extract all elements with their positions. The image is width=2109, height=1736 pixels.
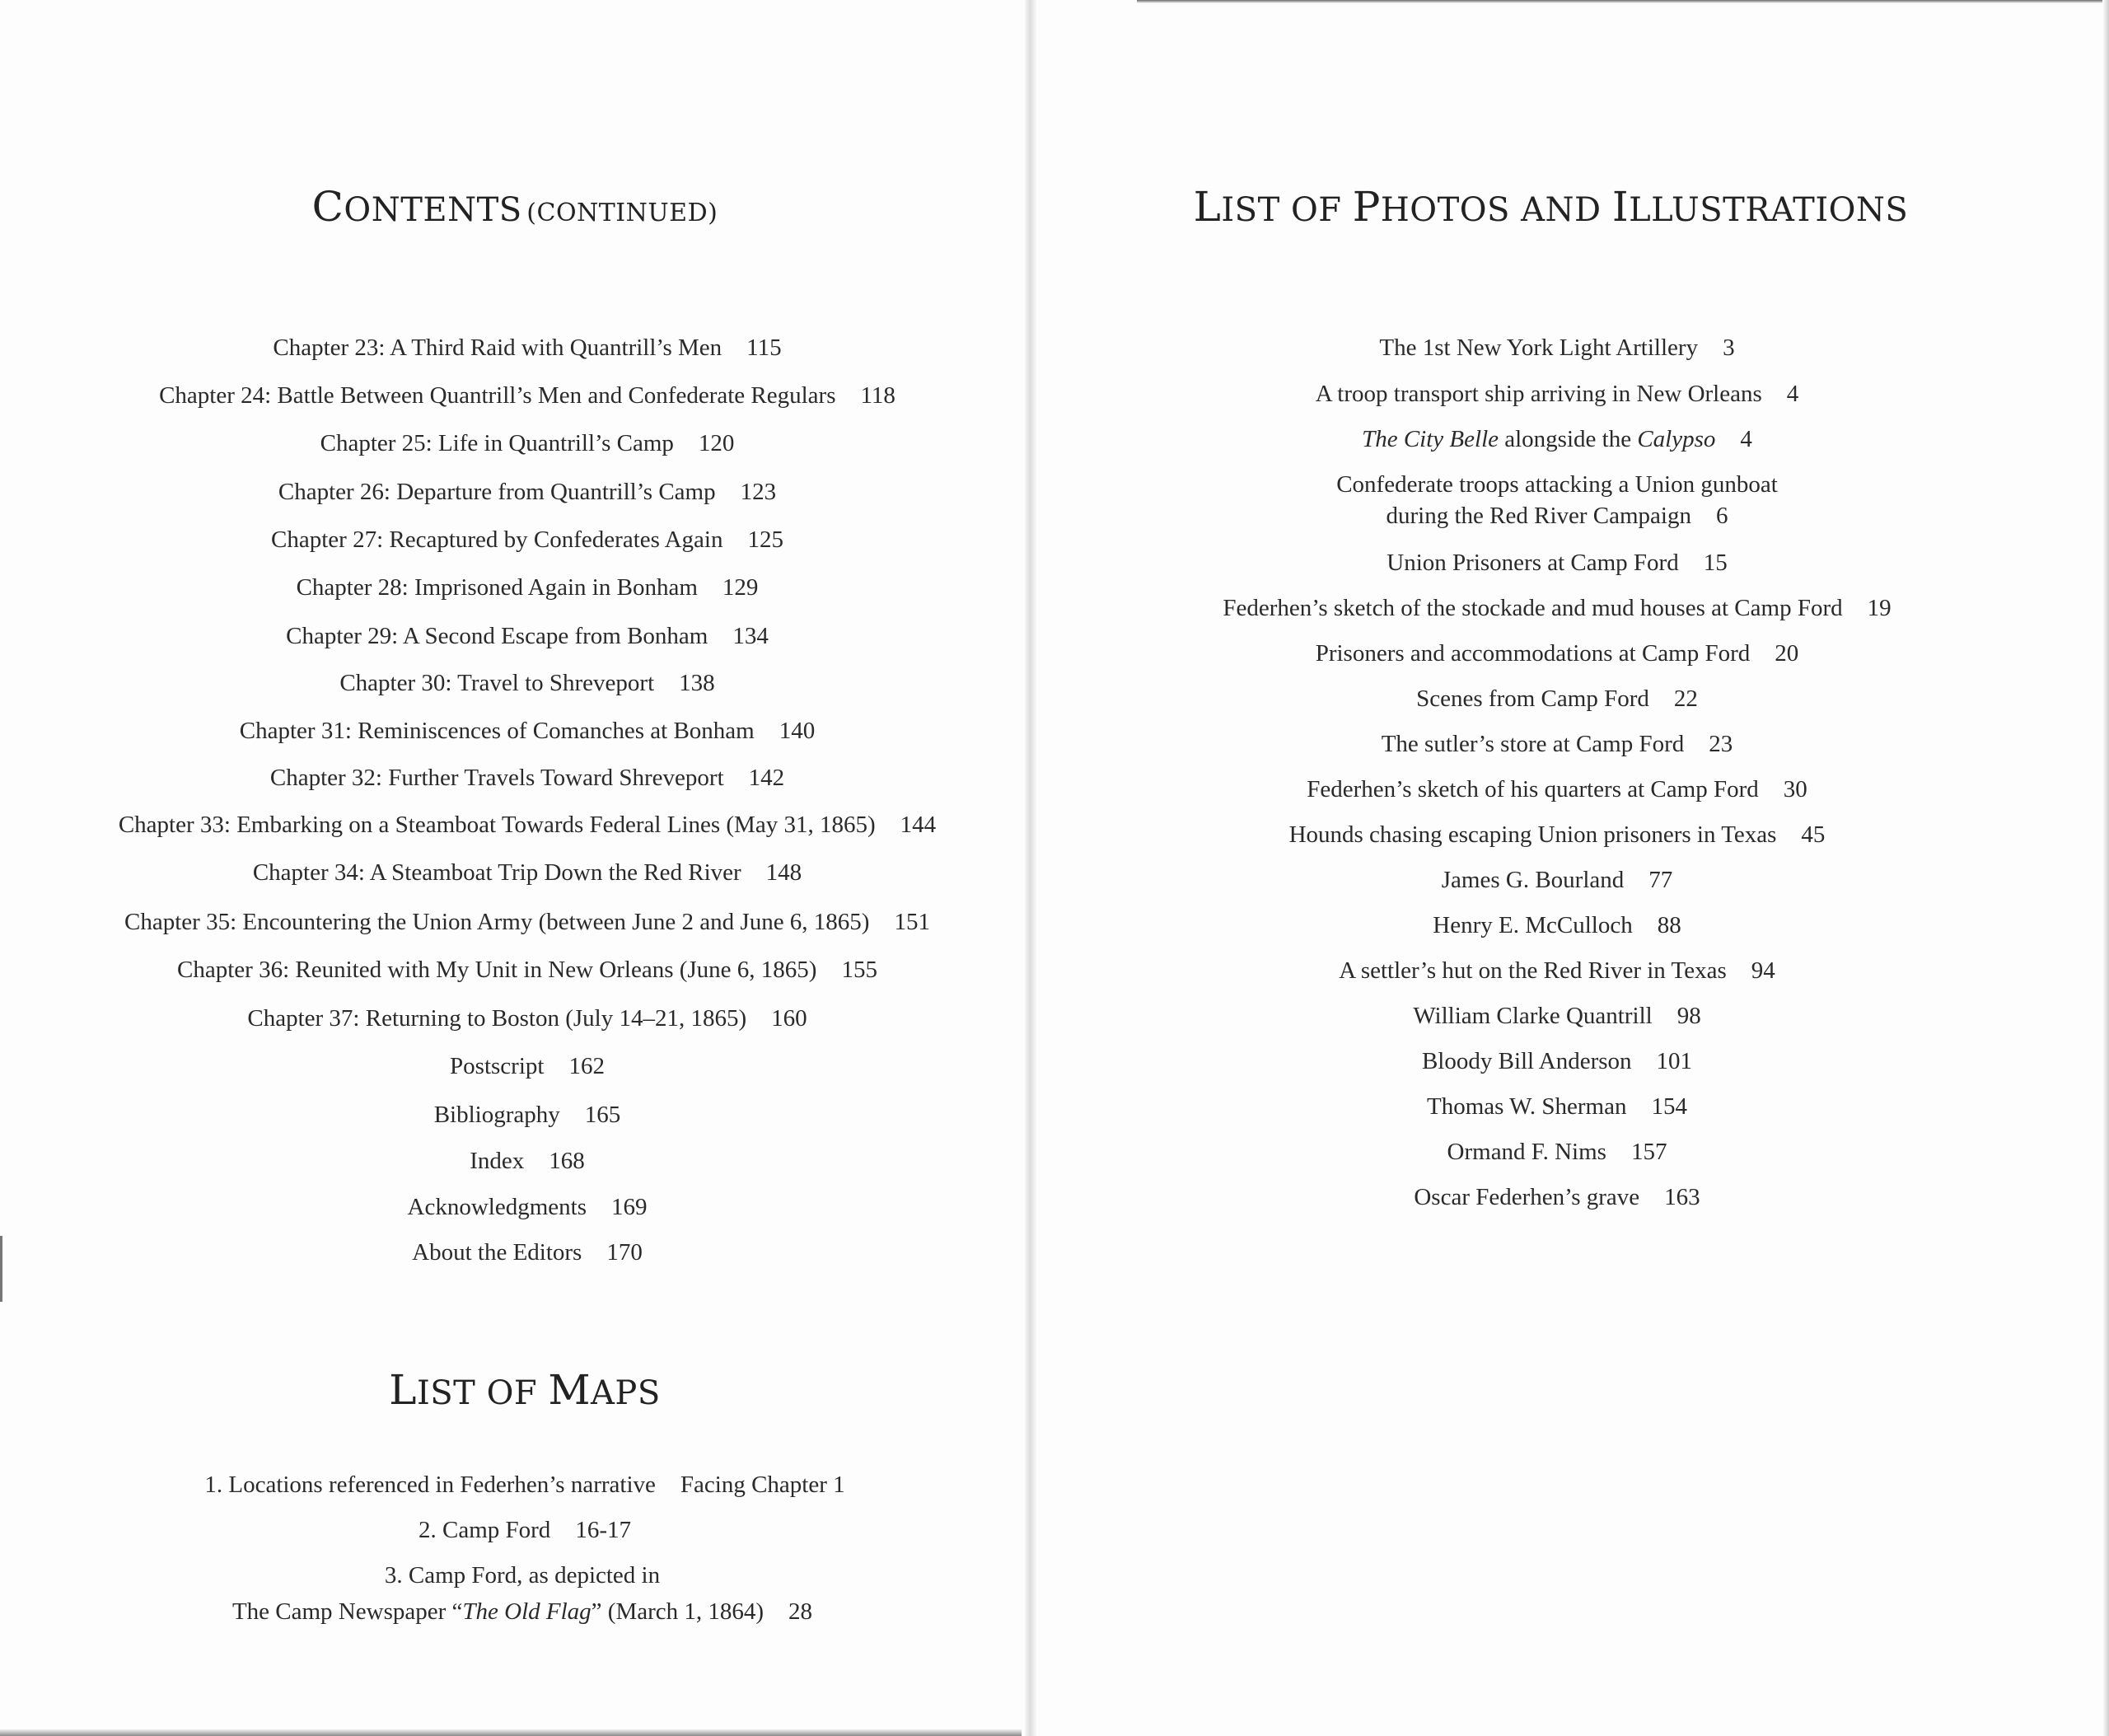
photo-entry [1030,639,2084,668]
right-page [1030,0,2109,1736]
contents-entry [0,429,1054,458]
heading-rest: ONTENTS [344,191,522,229]
entry-title: Confederate troops attacking a Union gunboat [1336,471,1778,498]
entry-title: Chapter 23: A Third Raid with Quantrill’s Men [273,335,722,361]
entry-page: 88 [1657,912,1681,938]
contents-entry [0,859,1054,887]
photo-entry [1030,866,2084,895]
photo-entry [1030,425,2084,454]
entry-page: 151 [894,909,930,935]
entry-page: 4 [1786,381,1799,407]
entry-page: 125 [747,526,783,553]
entry-title: Federhen’s sketch of his quarters at Camp Ford [1307,776,1759,802]
entry-title: Scenes from Camp Ford [1416,686,1649,712]
entry-title: Prisoners and accommodations at Camp Ford [1315,640,1751,667]
contents-entry [0,381,1054,410]
contents-entry [0,717,1054,746]
entry-page: 19 [1867,595,1892,621]
entry-title: alongside the [1499,426,1638,452]
entry-title: Chapter 33: Embarking on a Steamboat Towards Federal Lines (May 31, 1865) [118,812,876,838]
entry-title: Chapter 25: Life in Quantrill’s Camp [320,430,674,456]
contents-entry [0,573,1054,602]
entry-page: 94 [1751,957,1775,984]
map-entry [0,1516,1050,1545]
photo-entry [1030,730,2084,759]
heading-rest: IST OF [1221,191,1353,229]
entry-title: 3. Camp Ford, as depicted in [384,1562,661,1589]
entry-title: Chapter 30: Travel to Shreveport [339,670,655,696]
entry-page: 154 [1651,1093,1687,1120]
entry-page: 155 [841,957,877,983]
entry-title-italic: The City Belle [1362,426,1499,452]
entry-page: 4 [1740,426,1752,452]
contents-entry [0,811,1054,840]
heading-suffix: (CONTINUED) [526,199,718,227]
heading-initial: C [311,183,344,231]
contents-entry [0,478,1054,507]
contents-entry [0,956,1054,985]
entry-page: 6 [1716,503,1728,529]
entry-title: Chapter 27: Recaptured by Confederates Again [271,526,723,553]
entry-page: 22 [1673,686,1698,712]
contents-entry [0,1238,1054,1267]
entry-title: James G. Bourland [1441,867,1625,893]
entry-page: 98 [1676,1003,1701,1029]
map-entry [0,1598,1045,1626]
entry-page: 165 [584,1102,621,1128]
contents-entry [0,1147,1054,1176]
contents-entry [0,764,1054,793]
photo-entry [1030,775,2084,804]
page-edge [0,1729,1022,1736]
contents-entry [0,1052,1054,1081]
entry-title: The sutler’s store at Camp Ford [1381,731,1685,757]
entry-title: A troop transport ship arriving in New Orleans [1315,381,1762,407]
entry-page: 28 [788,1598,813,1625]
entry-page: 129 [722,574,759,601]
entry-page: 148 [765,859,802,886]
photo-entry [1030,1002,2084,1031]
heading-initial: I [1611,183,1630,231]
entry-title: Union Prisoners at Camp Ford [1387,550,1679,576]
entry-page: 169 [610,1194,648,1220]
entry-title: Chapter 36: Reunited with My Unit in New Orleans (June 6, 1865) [177,957,817,983]
entry-page: 118 [860,382,896,409]
photo-entry [1030,380,2084,409]
entry-title: 2. Camp Ford [419,1517,551,1543]
photo-entry [1030,957,2084,985]
entry-page: 170 [606,1239,643,1266]
contents-entry [0,622,1054,651]
page-edge [0,1236,2,1302]
heading-initial: M [548,1366,592,1414]
entry-page: 101 [1656,1048,1693,1074]
entry-title: Bloody Bill Anderson [1421,1048,1632,1074]
photo-entry [1030,594,2084,623]
entry-title: Index [470,1148,525,1174]
entry-page: 163 [1664,1184,1700,1210]
entry-title: Acknowledgments [407,1194,587,1220]
entry-title: Chapter 28: Imprisoned Again in Bonham [296,574,698,601]
entry-page: 162 [568,1053,605,1079]
contents-entry [0,1004,1054,1033]
entry-title: Chapter 35: Encountering the Union Army (between June 2 and June 6, 1865) [124,909,870,935]
photo-entry [1030,821,2084,849]
photo-entry [1030,911,2084,940]
entry-page: 168 [549,1148,585,1174]
entry-title-italic: Calypso [1637,426,1716,452]
photo-entry [1030,334,2084,363]
entry-title: Henry E. McCulloch [1433,912,1633,938]
entry-page: Facing Chapter 1 [680,1472,845,1498]
entry-title: Chapter 24: Battle Between Quantrill’s Men and Confederate Regulars [159,382,836,409]
entry-title: Chapter 34: A Steamboat Trip Down the Red River [252,859,741,886]
entry-page: 16-17 [575,1517,631,1543]
heading-rest: IST OF [416,1374,549,1412]
photo-entry [1030,1183,2084,1212]
photo-entry [1030,502,2084,531]
entry-title-italic: The Old Flag [462,1598,592,1625]
heading-initial: L [389,1366,417,1414]
entry-page: 123 [740,479,777,505]
entry-page: 144 [900,812,937,838]
left-page [0,0,1030,1736]
entry-title: Hounds chasing escaping Union prisoners in Texas [1288,821,1777,848]
heading-initial: P [1352,183,1381,231]
entry-title: Chapter 26: Departure from Quantrill’s Camp [278,479,716,505]
book-gutter [1025,0,1036,1736]
entry-title: 1. Locations referenced in Federhen’s narrative [204,1472,656,1498]
contents-entry [0,1101,1054,1130]
photo-entry [1030,470,2084,499]
entry-title: Oscar Federhen’s grave [1414,1184,1640,1210]
entry-page: 138 [679,670,715,696]
entry-title: Postscript [450,1053,545,1079]
heading-rest: APS [591,1374,661,1412]
heading-initial: L [1193,183,1222,231]
entry-title: Thomas W. Sherman [1427,1093,1627,1120]
entry-title: Chapter 32: Further Travels Toward Shreveport [269,765,724,791]
heading-rest: HOTOS AND [1380,191,1612,229]
entry-title: Federhen’s sketch of the stockade and mud houses at Camp Ford [1223,595,1843,621]
page-edge [1137,0,2109,3]
entry-page: 77 [1648,867,1673,893]
heading-rest: LLUSTRATIONS [1629,191,1909,229]
contents-entry [0,526,1054,554]
entry-title: Ormand F. Nims [1447,1139,1606,1165]
map-entry [0,1561,1045,1590]
entry-page: 120 [698,430,735,456]
entry-page: 140 [779,718,816,744]
contents-entry [0,334,1054,363]
contents-entry [0,669,1054,698]
entry-page: 3 [1723,335,1735,361]
entry-title: Chapter 31: Reminiscences of Comanches at Bonham [239,718,755,744]
photo-entry [1030,1047,2084,1076]
entry-title: A settler’s hut on the Red River in Texas [1339,957,1727,984]
entry-page: 23 [1709,731,1733,757]
entry-title: Bibliography [433,1102,560,1128]
photo-entry [1030,1138,2084,1167]
entry-page: 30 [1783,776,1807,802]
entry-page: 157 [1630,1139,1667,1165]
entry-page: 15 [1703,550,1728,576]
entry-title: Chapter 37: Returning to Boston (July 14–21, 1865) [247,1005,747,1032]
photo-entry [1030,685,2084,714]
entry-title: About the Editors [412,1239,582,1266]
photo-entry [1030,549,2084,578]
entry-page: 115 [746,335,782,361]
entry-page: 45 [1801,821,1826,848]
entry-page: 134 [732,623,769,649]
photos-heading [1030,183,2072,231]
contents-entry [0,1193,1054,1222]
entry-title: Chapter 29: A Second Escape from Bonham [286,623,708,649]
page-edge [2102,0,2109,1736]
entry-title: ” (March 1, 1864) [591,1598,765,1625]
entry-title: The 1st New York Light Artillery [1379,335,1699,361]
maps-heading [0,1366,1050,1414]
contents-heading [0,183,1030,231]
map-entry [0,1471,1050,1500]
entry-title: during the Red River Campaign [1386,503,1691,529]
entry-title: The Camp Newspaper “ [231,1598,463,1625]
photo-entry [1030,1093,2084,1121]
entry-page: 142 [748,765,785,791]
entry-page: 160 [771,1005,807,1032]
entry-page: 20 [1775,640,1799,667]
entry-title: William Clarke Quantrill [1413,1003,1653,1029]
contents-entry [0,908,1054,937]
